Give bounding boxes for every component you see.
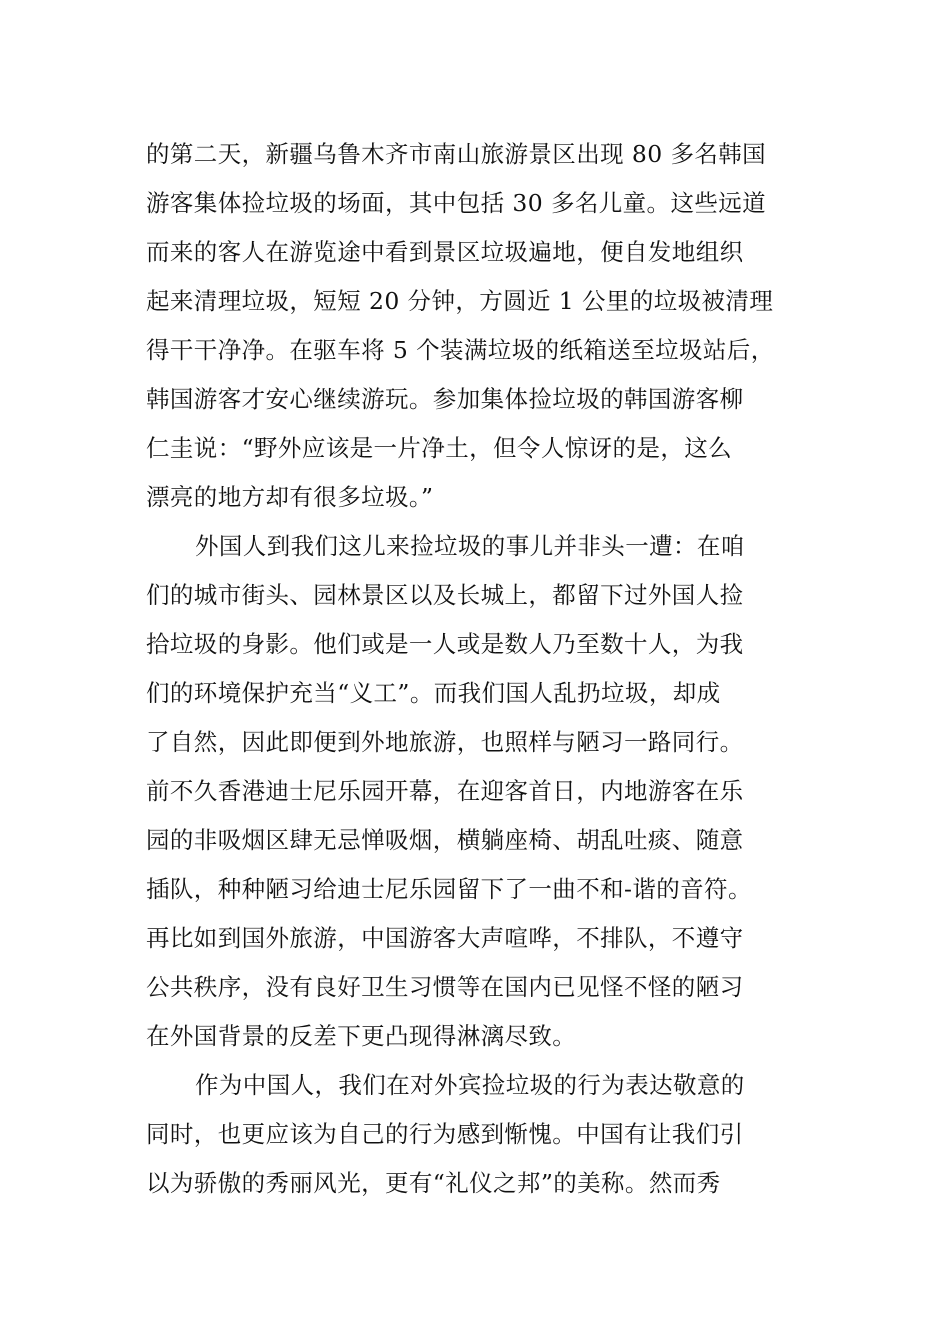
text-line: 得干干净净。在驱车将 5 个装满垃圾的纸箱送至垃圾站后， [146,336,775,364]
text-line: 公共秩序，没有良好卫生习惯等在国内已见怪不怪的陋习 [146,973,744,1001]
text-line: 而来的客人在游览途中看到景区垃圾遍地，便自发地组织 [146,238,744,266]
text-line: 的第二天，新疆乌鲁木齐市南山旅游景区出现 80 多名韩国 [146,140,767,168]
text-line: 再比如到国外旅游，中国游客大声喧哗，不排队，不遵守 [146,924,744,952]
text-line: 在外国背景的反差下更凸现得淋漓尽致。 [146,1022,577,1050]
text-line: 仁圭说：“野外应该是一片净土，但令人惊讶的是，这么 [146,434,733,462]
text-line: 以为骄傲的秀丽风光，更有“礼仪之邦”的美称。然而秀 [146,1169,721,1197]
paragraph [146,522,816,1061]
text-line: 韩国游客才安心继续游玩。参加集体捡垃圾的韩国游客柳 [146,385,744,413]
text-line: 外国人到我们这儿来捡垃圾的事儿并非头一遭：在咱 [195,532,745,560]
text-line: 前不久香港迪士尼乐园开幕，在迎客首日，内地游客在乐 [146,777,744,805]
text-line: 插队，种种陋习给迪士尼乐园留下了一曲不和-谐的音符。 [146,875,752,903]
text-line: 同时，也更应该为自己的行为感到惭愧。中国有让我们引 [146,1120,744,1148]
text-line: 起来清理垃圾，短短 20 分钟，方圆近 1 公里的垃圾被清理 [146,287,774,315]
text-line: 们的环境保护充当“义工”。而我们国人乱扔垃圾，却成 [146,679,721,707]
text-line: 了自然，因此即便到外地旅游，也照样与陋习一路同行。 [146,728,744,756]
text-line: 园的非吸烟区肆无忌惮吸烟，横躺座椅、胡乱吐痰、随意 [146,826,744,854]
text-line: 游客集体捡垃圾的场面，其中包括 30 多名儿童。这些远道 [146,189,767,217]
text-line: 们的城市街头、园林景区以及长城上，都留下过外国人捡 [146,581,744,609]
text-line: 拾垃圾的身影。他们或是一人或是数人乃至数十人，为我 [146,630,744,658]
text-line: 作为中国人，我们在对外宾捡垃圾的行为表达敬意的 [195,1071,745,1099]
paragraph [146,130,816,522]
body-text [146,130,816,1208]
text-line: 漂亮的地方却有很多垃圾。” [146,483,434,511]
paragraph [146,1061,816,1208]
